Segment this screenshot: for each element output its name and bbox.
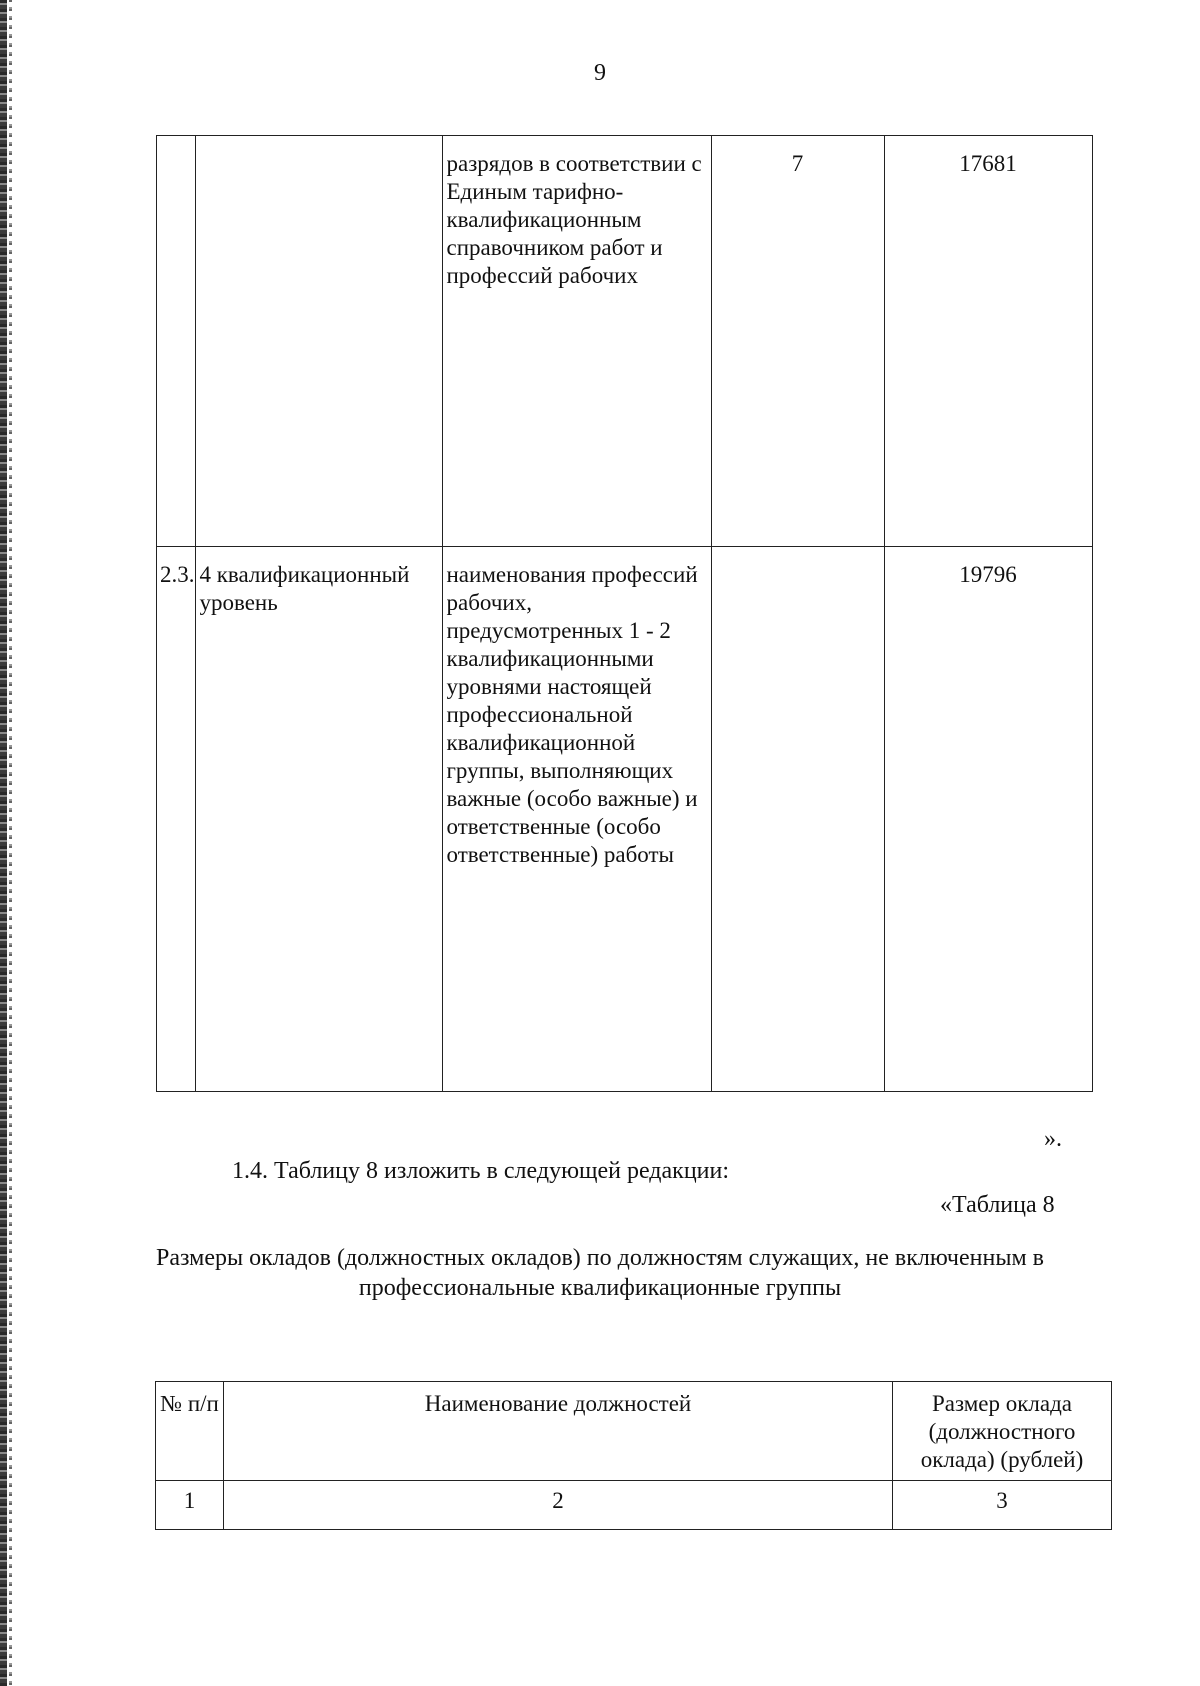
salary-table-continuation [156,135,1093,1092]
scan-edge-inner [9,0,12,1686]
column-number: 2 [224,1481,893,1530]
column-number: 3 [893,1481,1112,1530]
row-number-cell: 2.3. [157,547,196,1092]
header-salary-size: Размер оклада (должностного оклада) (рублей) [893,1382,1112,1481]
salary-cell: 19796 [884,547,1092,1092]
row-number-cell [157,136,196,547]
rank-cell: 7 [711,136,884,547]
salary-cell: 17681 [884,136,1092,547]
profession-description-cell: наименования профессий рабочих, предусмотренных 1 - 2 квалификационными уровнями настоящей профессиональной квалификационной группы, выполняющих важные (особо важные) и ответственные (особо ответственные) работы [442,547,711,1092]
rank-cell [711,547,884,1092]
table-caption: Размеры окладов (должностных окладов) по должностям служащих, не включенным в профессиональные квалификационные группы [156,1245,1044,1301]
column-number: 1 [156,1481,224,1530]
column-number-row [156,1481,1112,1530]
qualification-level-cell: 4 квалификационный уровень [195,547,442,1092]
amendment-instruction: 1.4. Таблицу 8 изложить в следующей редакции: [232,1158,730,1184]
scan-edge [0,0,7,1686]
table-header-row [156,1382,1112,1481]
header-position-name: Наименование должностей [224,1382,893,1481]
table-label: «Таблица 8 [940,1192,1055,1218]
table-8 [155,1381,1112,1530]
header-number: № п/п [156,1382,224,1481]
table-row [157,547,1093,1092]
closing-quote: ». [1044,1126,1062,1152]
profession-description-cell: разрядов в соответствии с Единым тарифно-квалификационным справочником работ и профессий рабочих [442,136,711,547]
qualification-level-cell [195,136,442,547]
table-row [157,136,1093,547]
page-number: 9 [594,60,606,86]
